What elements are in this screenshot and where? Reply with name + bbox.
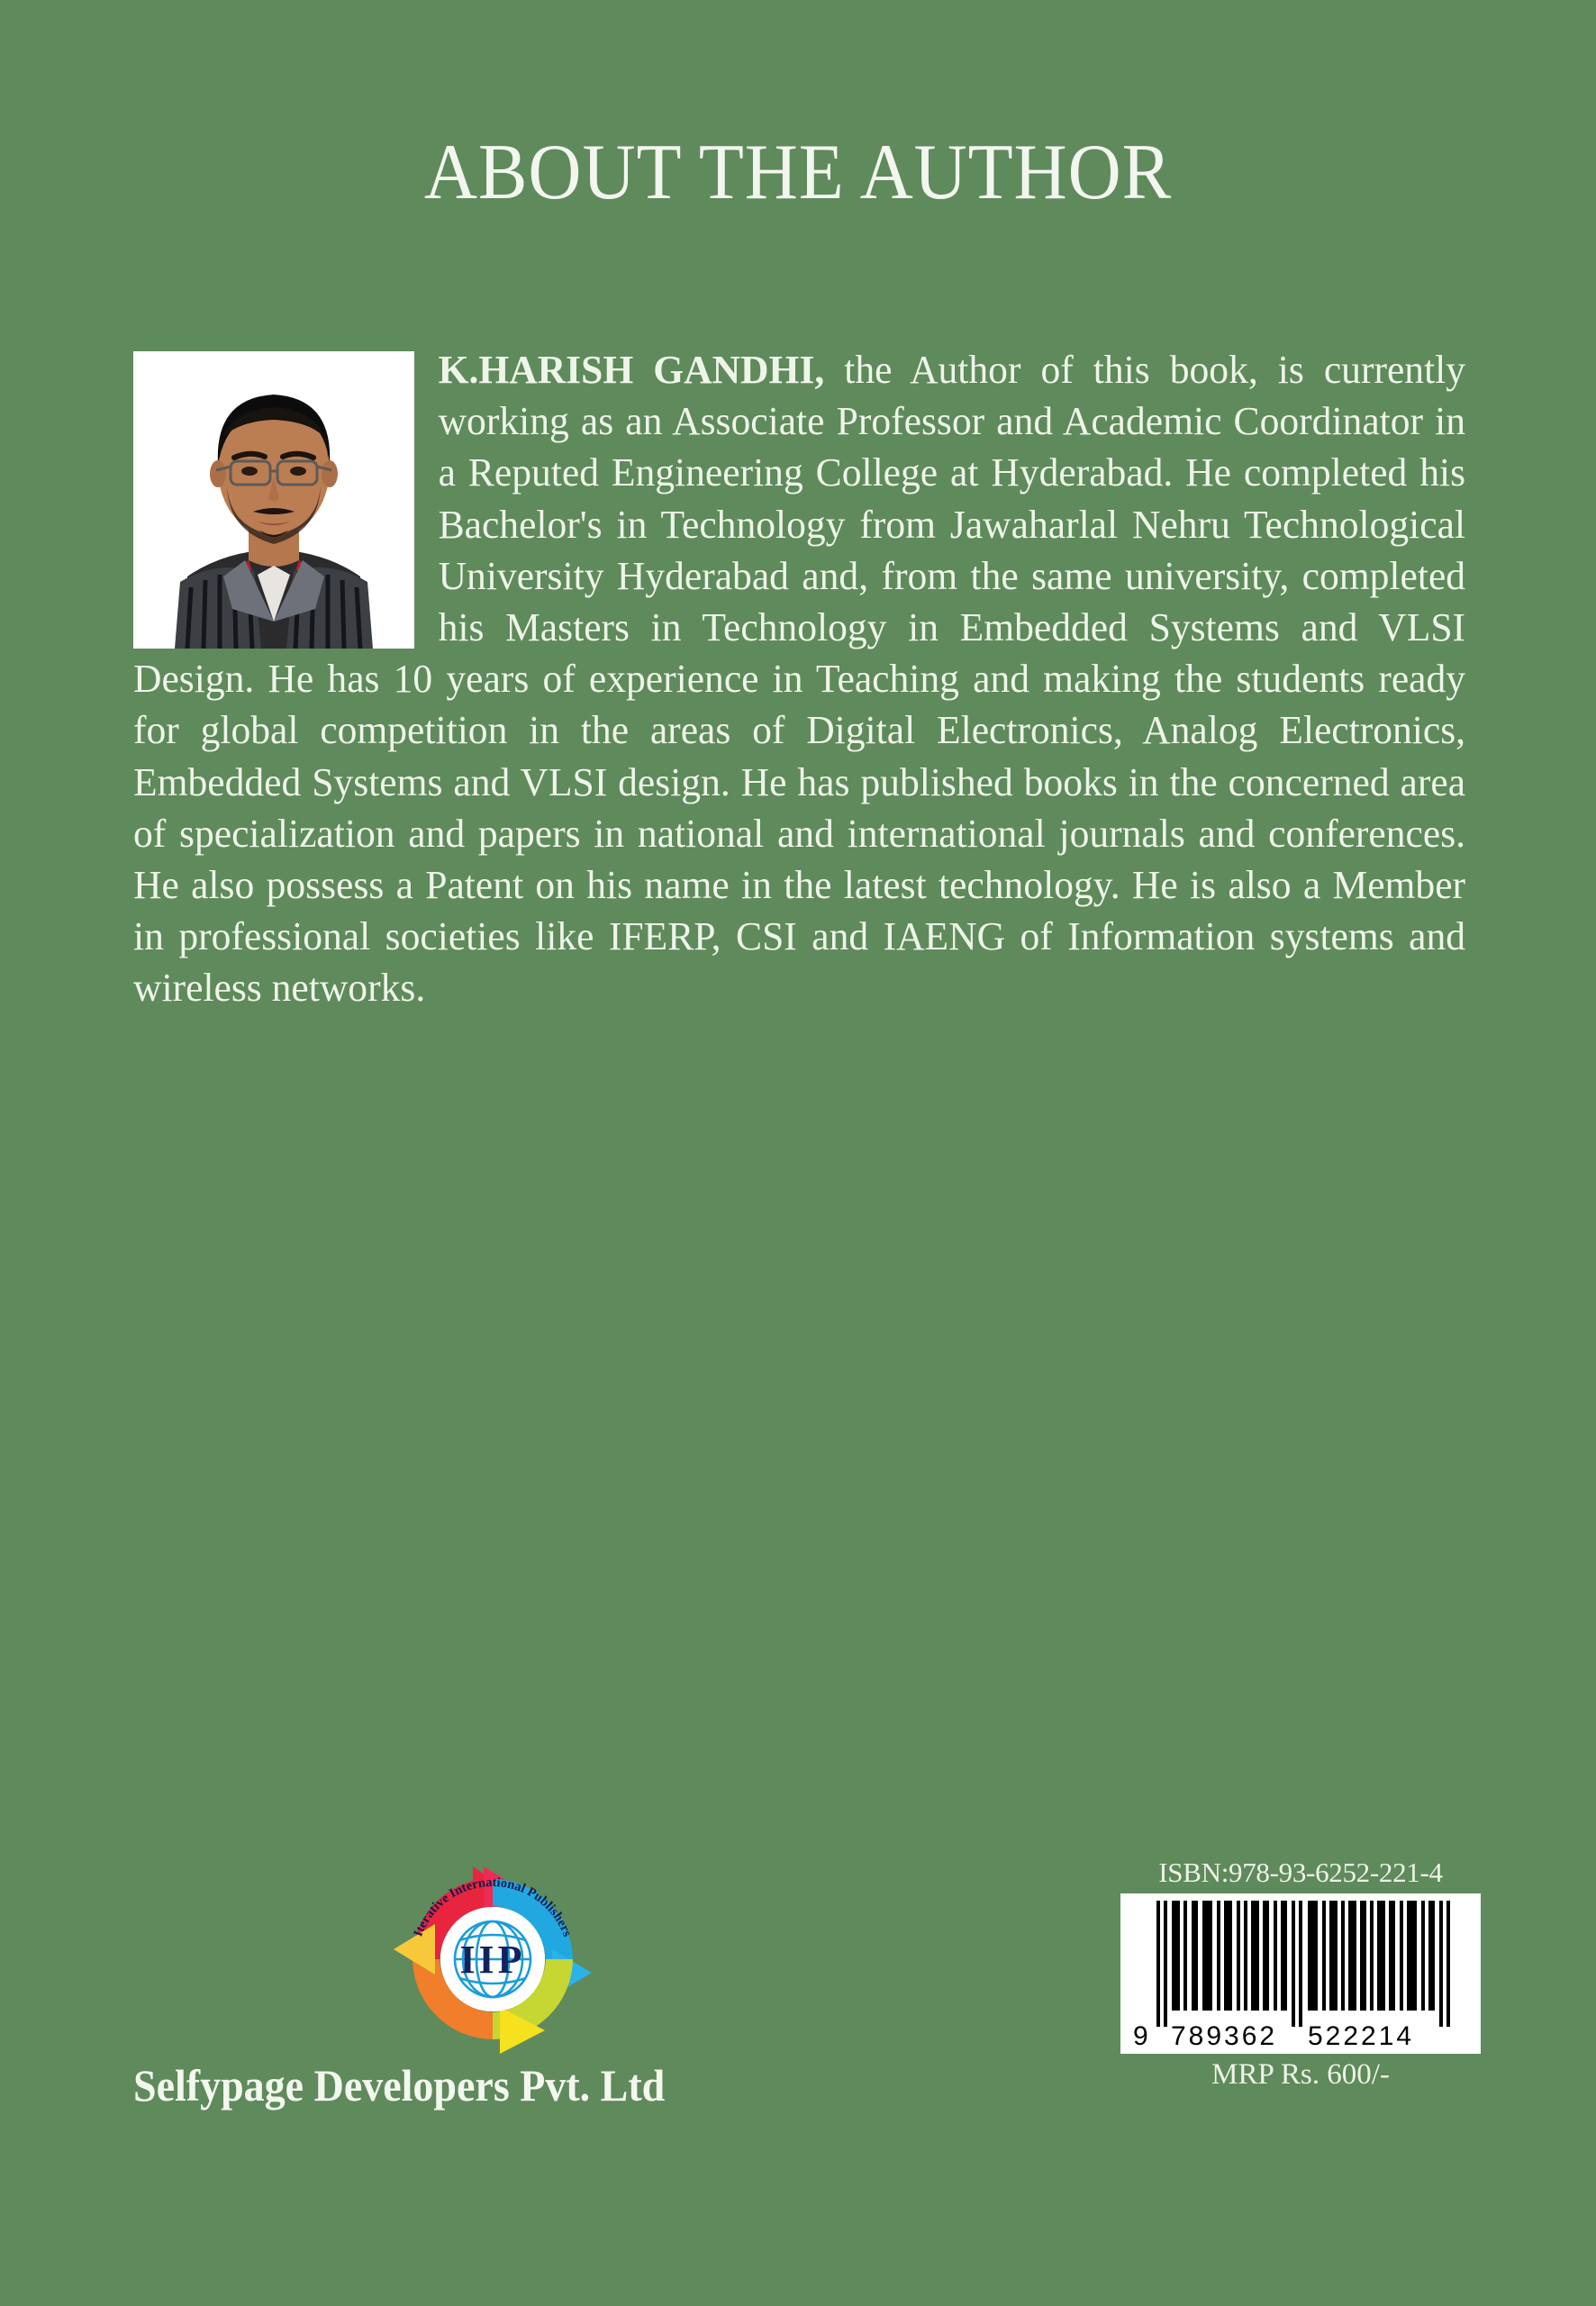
- isbn-text: ISBN:978-93-6252-221-4: [1158, 1857, 1443, 1888]
- barcode-left-group: 789362: [1171, 2021, 1278, 2052]
- logo-curved-text: Iterative International Publishers: [411, 1875, 575, 1939]
- publisher-logo: [394, 1863, 592, 2056]
- barcode-right-group: 522214: [1308, 2021, 1415, 2052]
- barcode: [1120, 1893, 1481, 2054]
- barcode-lead-digit: 9: [1133, 2021, 1148, 2052]
- isbn-barcode-area: [1120, 1857, 1481, 2092]
- page-title: ABOUT THE AUTHOR: [423, 129, 1173, 216]
- logo-acronym-text: IIP: [459, 1938, 526, 1982]
- author-name: K.HARISH GANDHI,: [438, 348, 825, 392]
- publisher-name: Selfypage Developers Pvt. Ltd: [133, 2060, 666, 2111]
- iip-logo-icon: [394, 1863, 592, 2056]
- ean13-barcode-image: [1120, 1893, 1481, 2054]
- author-bio-body: the Author of this book, is currently working as an Associate Professor and Academic Coordinator in a Reputed Engineering College at Hyderabad. He completed his Bachelor's in Technology from Jawaharlal Nehru Technological University Hyderabad and, from the same university, completed his Masters in Technology in Embedded Systems and VLSI Design. He has 10 years of experience in Teaching and making the students ready for global competition in the areas of Digital Electronics, Analog Electronics, Embedded Systems and VLSI design. He has published books in the concerned area of specialization and papers in national and international journals and conferences. He also possess a Patent on his name in the latest technology. He is also a Member in professional societies like IFERP, CSI and IAENG of Information systems and wireless networks.: [133, 348, 1466, 1011]
- mrp-text: MRP Rs. 600/-: [1211, 2058, 1390, 2092]
- author-bio-text: [133, 344, 1465, 1013]
- author-bio-block: [133, 344, 1479, 1013]
